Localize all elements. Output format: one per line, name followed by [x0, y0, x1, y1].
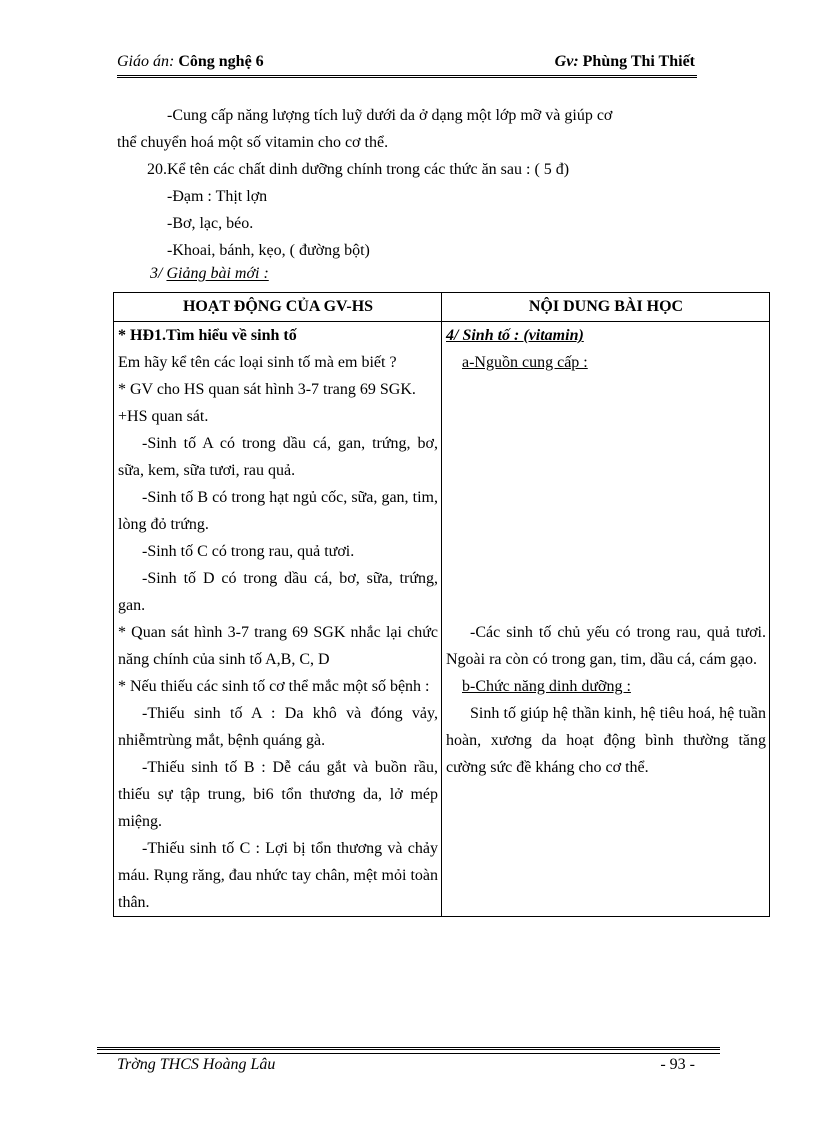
content-sub-b [446, 673, 766, 700]
content-title-text: 4/ Sinh tố : (vitamin) [446, 327, 584, 344]
content-sub-a-text: a-Nguồn cung cấp : [462, 354, 588, 371]
activity-title: * HĐ1.Tìm hiểu về sinh tố [118, 327, 297, 344]
subject-value: Công nghệ 6 [178, 53, 264, 70]
activity-p9: * Nếu thiếu các sinh tố cơ thể mắc một số bệnh : [118, 678, 430, 695]
content-p2: Sinh tố giúp hệ thần kinh, hệ tiêu hoá, hệ tuần hoàn, xương da hoạt động bình thường tăng cường sức đề kháng cho cơ thể. [446, 705, 766, 776]
activity-p10: -Thiếu sinh tố A : Da khô và đóng vảy, nhiễmtrùng mắt, bệnh quáng gà. [118, 705, 438, 749]
activity-p7: -Sinh tố D có trong dầu cá, bơ, sữa, trứng, gan. [118, 570, 438, 614]
activity-p11: -Thiếu sinh tố B : Dễ cáu gắt và buồn rầu, thiếu sự tập trung, bi6 tổn thương da, lở mép miệng. [118, 759, 438, 830]
content-sub-a [446, 349, 766, 376]
lesson-table [113, 292, 770, 917]
activity-p1: Em hãy kể tên các loại sinh tố mà em biết ? [118, 354, 397, 371]
lesson-heading [150, 265, 269, 283]
intro-line-1: -Cung cấp năng lượng tích luỹ dưới da ở dạng một lớp mỡ và giúp cơ [167, 107, 613, 124]
activities-cell [114, 322, 442, 917]
footer-divider [97, 1047, 720, 1050]
col-header-activities: HOẠT ĐỘNG CỦA GV-HS [114, 293, 442, 322]
answer-item-2: -Bơ, lạc, béo. [167, 215, 254, 232]
content-title [446, 322, 766, 349]
activity-p4: -Sinh tố A có trong dầu cá, gan, trứng, bơ, sữa, kem, sữa tươi, rau quả. [118, 435, 438, 479]
content-p1: -Các sinh tố chủ yếu có trong rau, quả tươi. Ngoài ra còn có trong gan, tim, dầu cá, cám gạo. [446, 624, 766, 668]
answer-item-1: -Đạm : Thịt lợn [167, 188, 268, 205]
activity-p3: +HS quan sát. [118, 408, 209, 425]
intro-line-2: thể chuyển hoá một số vitamin cho cơ thể. [117, 134, 389, 151]
teacher-label: Gv: [554, 53, 579, 70]
page-number: - 93 - [660, 1056, 695, 1073]
subject-label: Giáo án: [117, 53, 175, 70]
footer-divider-thin [97, 1053, 720, 1054]
teacher-value: Phùng Thi Thiết [582, 53, 695, 70]
header-divider [117, 75, 697, 78]
content-cell [442, 322, 770, 917]
activity-p5: -Sinh tố B có trong hạt ngủ cốc, sữa, gan, tim, lòng đỏ trứng. [118, 489, 438, 533]
page-header [117, 52, 695, 72]
activity-p6: -Sinh tố C có trong rau, quả tươi. [142, 543, 355, 560]
activity-p8: * Quan sát hình 3-7 trang 69 SGK nhắc lại chức năng chính của sinh tố A,B, C, D [118, 624, 438, 668]
content-sub-b-text: b-Chức năng dinh dưỡng : [462, 678, 631, 695]
question-20: 20.Kể tên các chất dinh dưỡng chính trong các thức ăn sau : ( 5 đ) [147, 161, 570, 178]
lesson-heading-number: 3/ [150, 265, 163, 282]
intro-section [117, 102, 707, 264]
table-header-row [114, 293, 770, 322]
table-row [114, 322, 770, 917]
activity-p12: -Thiếu sinh tố C : Lợi bị tổn thương và chảy máu. Rụng răng, đau nhức tay chân, mệt mỏi toàn thân. [118, 840, 438, 911]
subject-info [117, 52, 264, 72]
teacher-info [555, 52, 695, 72]
answer-item-3: -Khoai, bánh, kẹo, ( đường bột) [167, 242, 370, 259]
activity-p2: * GV cho HS quan sát hình 3-7 trang 69 SGK. [118, 381, 416, 398]
lesson-heading-text: Giảng bài mới : [166, 265, 269, 282]
col-header-content: NỘI DUNG BÀI HỌC [442, 293, 770, 322]
page-footer [117, 1055, 695, 1075]
school-name: Trờng THCS Hoàng Lâu [117, 1056, 276, 1073]
